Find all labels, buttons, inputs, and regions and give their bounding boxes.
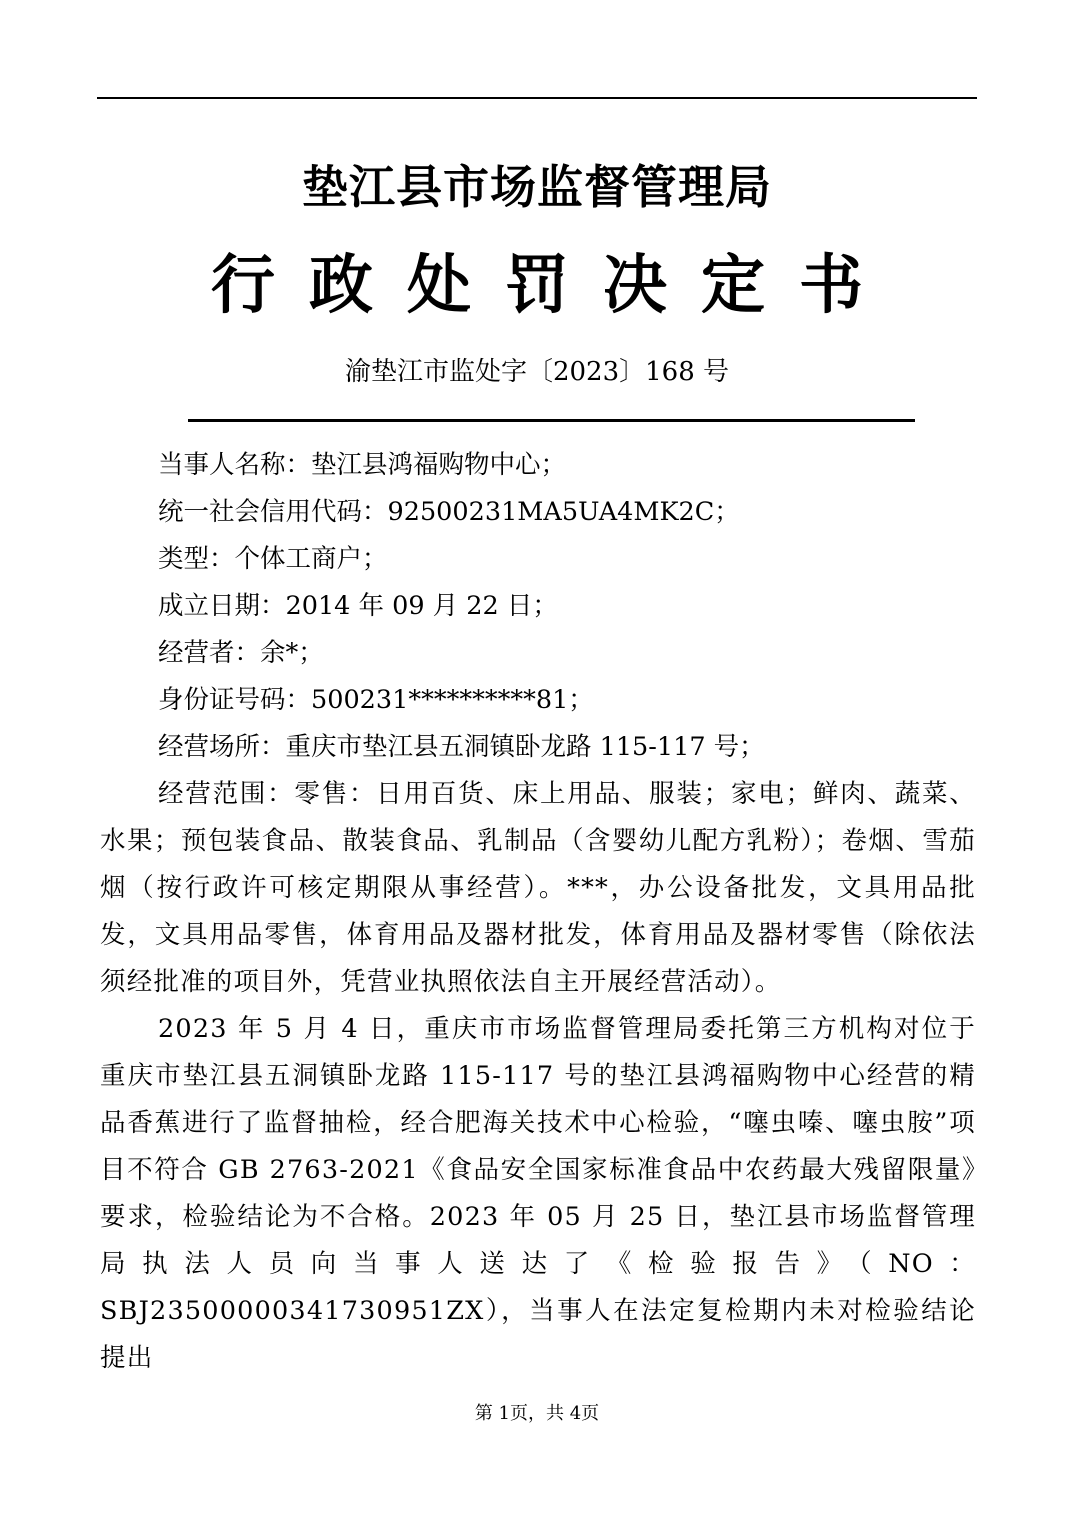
operator: 经营者：余*； (158, 638, 324, 668)
business-scope-paragraph: 经营范围：零售：日用百货、床上用品、服装；家电；鲜肉、蔬菜、水果；预包装食品、散装食品、乳制品（含婴幼儿配方乳粉）；卷烟、雪茄烟（按行政许可核定期限从事经营）。***，办公设备批发，文具用品批发，文具用品零售，体育用品及器材批发，体育用品及器材零售（除依法须经批准的项目外，凭营业执照依法自主开展经营活动）。 (100, 779, 976, 997)
party-name: 当事人名称：垫江县鸿福购物中心； (158, 450, 567, 480)
case-facts-paragraph: 2023 年 5 月 4 日，重庆市市场监督管理局委托第三方机构对位于重庆市垫江县五洞镇卧龙路 115-117 号的垫江县鸿福购物中心经营的精品香蕉进行了监督抽检，经合肥海关技术中心检验，“噻虫嗪、噻虫胺”项目不符合 GB 2763-2021《食品安全国家标准食品中农药最大残留限量》要求，检验结论为不合格。2023 年 05 月 25 日，垫江县市场监督管理局执法人员向当事人送达了《检验报告》（NO：SBJ23500000341730951ZX），当事人在法定复检期内未对检验结论提出 (100, 1014, 976, 1373)
page-indicator: 第 1页，共 4页 (474, 1403, 600, 1424)
business-address: 经营场所：重庆市垫江县五洞镇卧龙路 115-117 号； (158, 732, 765, 762)
credit-code: 统一社会信用代码：92500231MA5UA4MK2C； (158, 497, 740, 527)
id-number: 身份证号码：500231**********81； (158, 685, 594, 715)
entity-type: 类型：个体工商户； (158, 544, 388, 574)
establish-date: 成立日期：2014 年 09 月 22 日； (158, 591, 558, 621)
agency-name: 垫江县市场监督管理局 (302, 160, 772, 214)
document-body (100, 442, 976, 1382)
header-rule (97, 97, 977, 99)
document-number: 渝垫江市监处字〔2023〕168 号 (344, 357, 730, 387)
title-divider (188, 419, 915, 422)
document-title: 行政处罚决定书 (211, 248, 897, 323)
